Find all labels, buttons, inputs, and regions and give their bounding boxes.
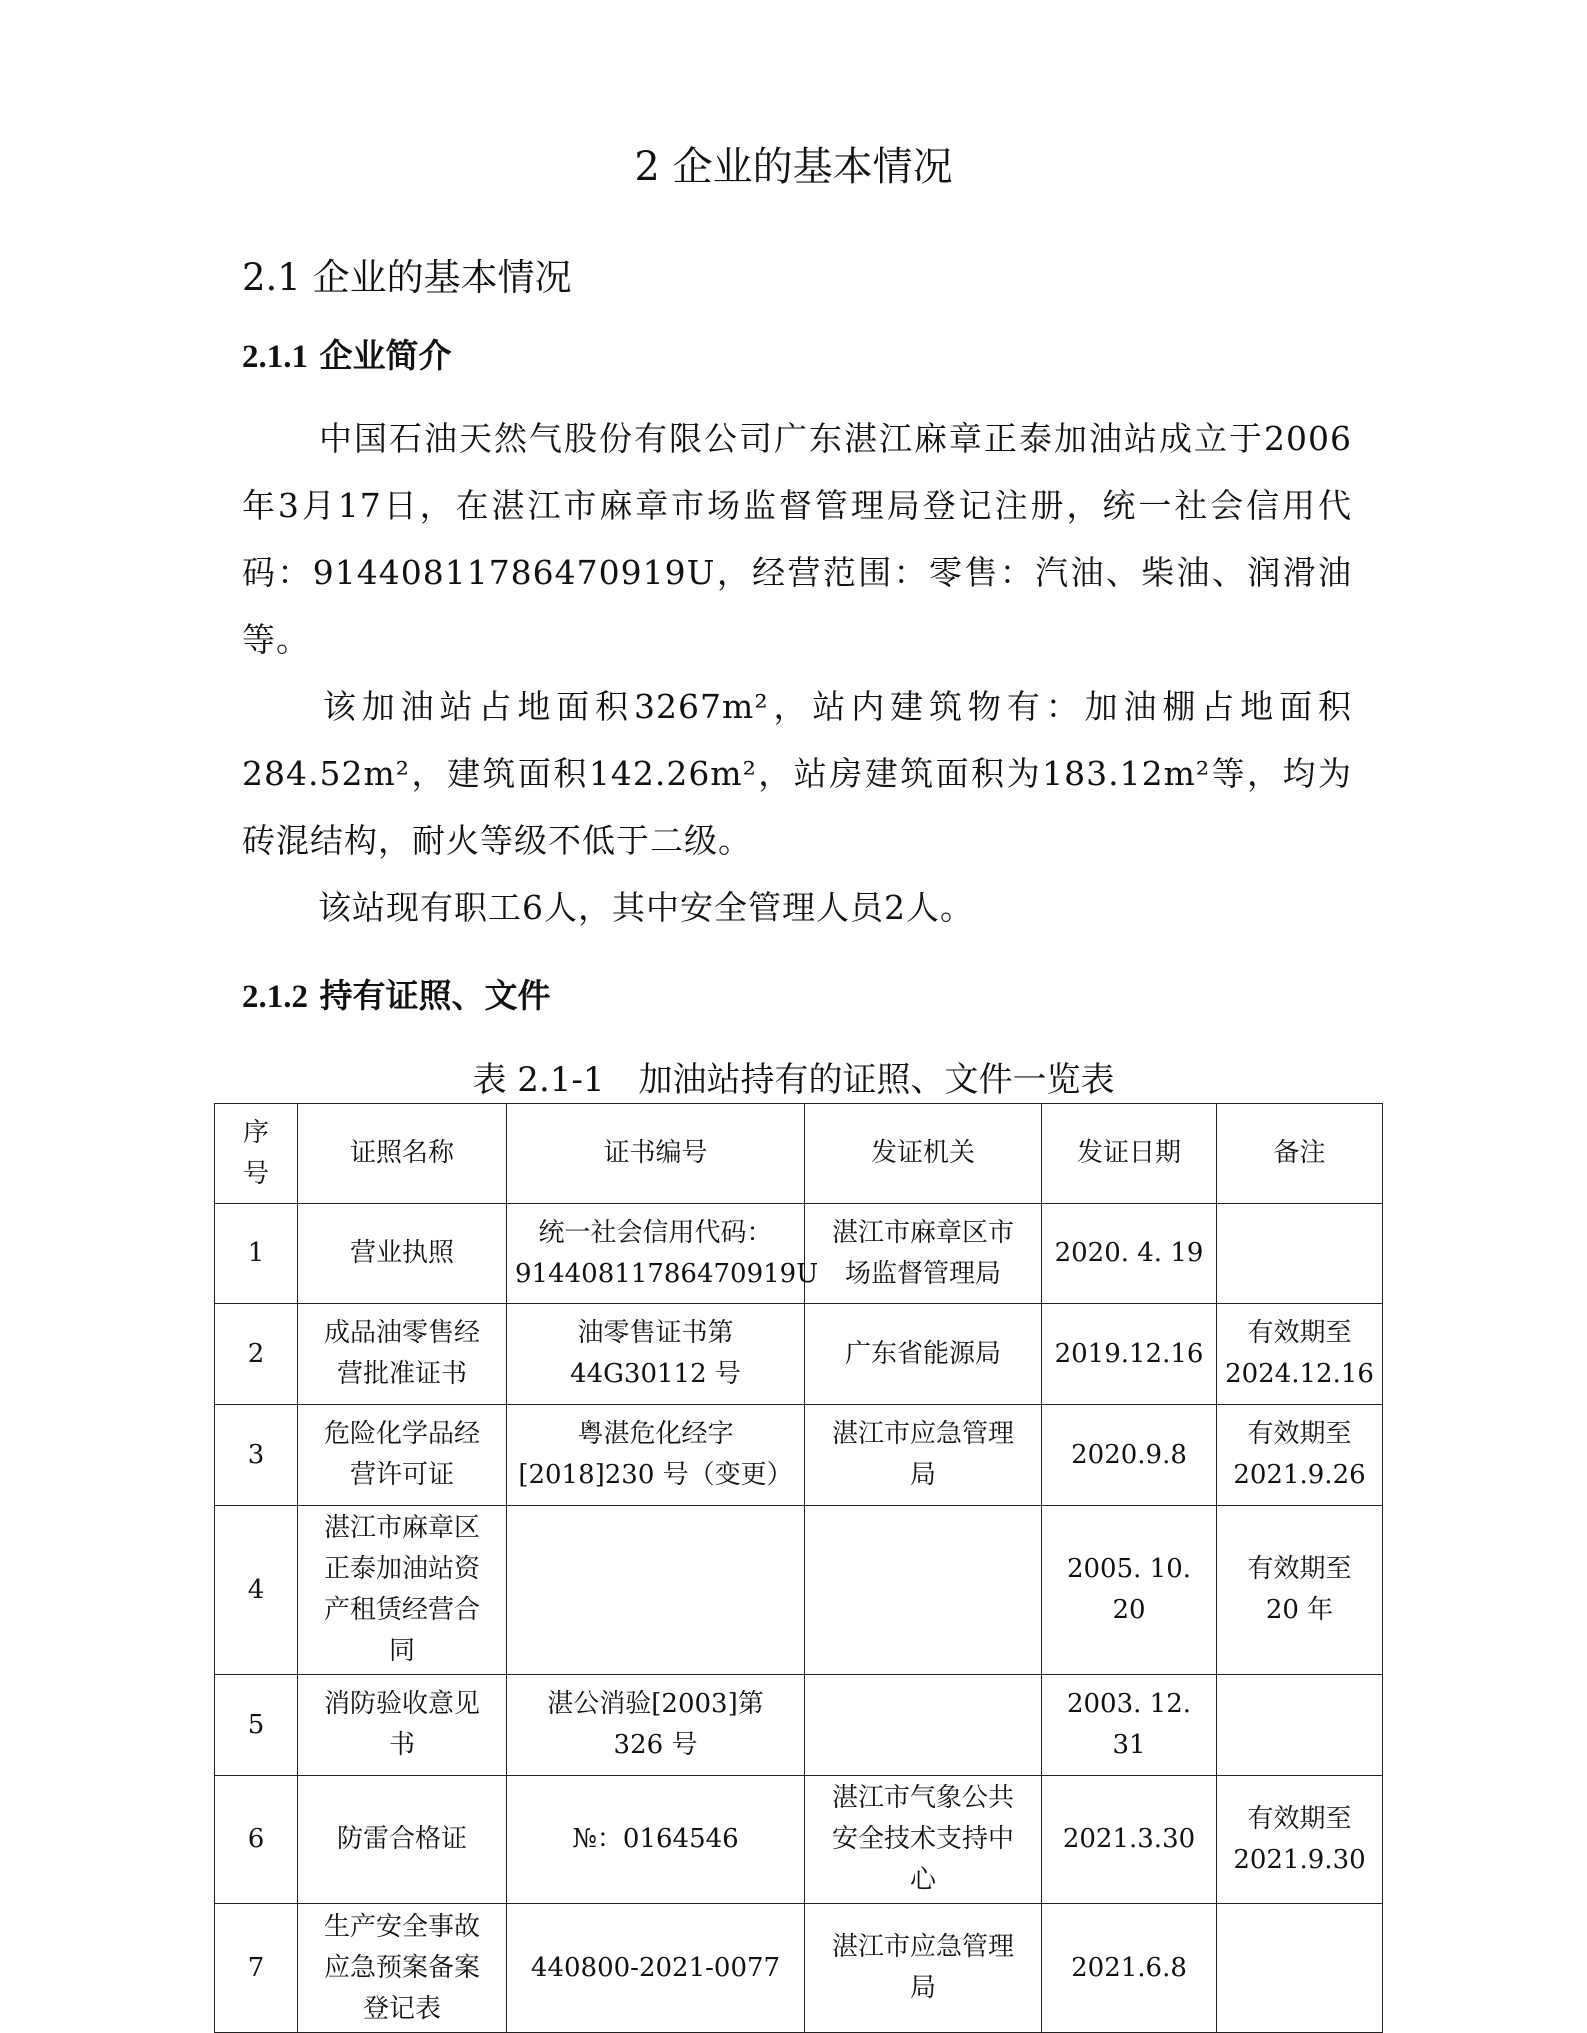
cell-index: 3 xyxy=(215,1405,298,1506)
cell-remark xyxy=(1217,1204,1383,1304)
cell-index: 2 xyxy=(215,1304,298,1405)
section-heading-2-1-1 xyxy=(242,330,452,377)
cell-issuer: 湛江市麻章区市 场监督管理局 xyxy=(805,1204,1042,1304)
section-heading-2-1: 2.1 企业的基本情况 xyxy=(242,256,572,299)
cell-number xyxy=(507,1506,805,1675)
header-cell-issuer: 发证机关 xyxy=(805,1104,1042,1204)
table-row xyxy=(215,1776,1383,1904)
section-number: 2.1.1 xyxy=(242,339,308,375)
cell-issuer: 湛江市应急管理 局 xyxy=(805,1405,1042,1506)
cell-index: 4 xyxy=(215,1506,298,1675)
header-cell-remark: 备注 xyxy=(1217,1104,1383,1204)
cell-name: 危险化学品经 营许可证 xyxy=(298,1405,507,1506)
header-cell-index: 序 号 xyxy=(215,1104,298,1204)
cell-name: 生产安全事故 应急预案备案 登记表 xyxy=(298,1904,507,2033)
cell-issuer xyxy=(805,1675,1042,1776)
header-cell-name: 证照名称 xyxy=(298,1104,507,1204)
cell-name: 成品油零售经 营批准证书 xyxy=(298,1304,507,1405)
cell-number: 统一社会信用代码： 91440811786470919U xyxy=(507,1204,805,1304)
cell-remark: 有效期至 2024.12.16 xyxy=(1217,1304,1383,1405)
paragraph-text: 该加油站占地面积3267m²，站内建筑物有：加油棚占地面积284.52m²，建筑面积142.26m²，站房建筑面积为183.12m²等，均为砖混结构，耐火等级不低于二级。 xyxy=(242,687,1352,860)
cell-index: 1 xyxy=(215,1204,298,1304)
certificates-table xyxy=(214,1103,1383,2033)
cell-name: 营业执照 xyxy=(298,1204,507,1304)
cell-date: 2021.3.30 xyxy=(1042,1776,1217,1904)
table-caption: 表 2.1-1 加油站持有的证照、文件一览表 xyxy=(472,1060,1115,1100)
header-cell-number: 证书编号 xyxy=(507,1104,805,1204)
cell-name: 消防验收意见 书 xyxy=(298,1675,507,1776)
cell-number: 油零售证书第 44G30112 号 xyxy=(507,1304,805,1405)
cell-date: 2003. 12. 31 xyxy=(1042,1675,1217,1776)
cell-remark: 有效期至 20 年 xyxy=(1217,1506,1383,1675)
table-row xyxy=(215,1204,1383,1304)
cell-number: 湛公消验[2003]第 326 号 xyxy=(507,1675,805,1776)
paragraph-site-area xyxy=(242,673,1352,874)
paragraph-company-intro xyxy=(242,405,1352,673)
cell-issuer xyxy=(805,1506,1042,1675)
section-title: 持有证照、文件 xyxy=(319,976,551,1015)
section-title: 企业简介 xyxy=(319,336,452,375)
cell-date: 2019.12.16 xyxy=(1042,1304,1217,1405)
cell-date: 2021.6.8 xyxy=(1042,1904,1217,2033)
cell-issuer: 湛江市应急管理 局 xyxy=(805,1904,1042,2033)
section-number: 2.1.2 xyxy=(242,979,308,1015)
table-header-row xyxy=(215,1104,1383,1204)
cell-remark: 有效期至 2021.9.26 xyxy=(1217,1405,1383,1506)
cell-index: 7 xyxy=(215,1904,298,2033)
table-row xyxy=(215,1304,1383,1405)
cell-remark: 有效期至 2021.9.30 xyxy=(1217,1776,1383,1904)
header-cell-date: 发证日期 xyxy=(1042,1104,1217,1204)
table-row xyxy=(215,1675,1383,1776)
table-row xyxy=(215,1506,1383,1675)
cell-remark xyxy=(1217,1675,1383,1776)
table-row xyxy=(215,1405,1383,1506)
table-row xyxy=(215,1904,1383,2033)
paragraph-text: 中国石油天然气股份有限公司广东湛江麻章正泰加油站成立于2006年3月17日，在湛江市麻章市场监督管理局登记注册，统一社会信用代码：91440811786470919U，经营范围：零售：汽油、柴油、润滑油等。 xyxy=(242,419,1352,659)
cell-issuer: 广东省能源局 xyxy=(805,1304,1042,1405)
cell-date: 2005. 10. 20 xyxy=(1042,1506,1217,1675)
chapter-title: 2 企业的基本情况 xyxy=(634,144,953,190)
section-heading-2-1-2 xyxy=(242,970,551,1017)
cell-date: 2020.9.8 xyxy=(1042,1405,1217,1506)
cell-number: №：0164546 xyxy=(507,1776,805,1904)
paragraph-text: 该站现有职工6人，其中安全管理人员2人。 xyxy=(318,888,974,927)
cell-number: 440800-2021-0077 xyxy=(507,1904,805,2033)
cell-name: 防雷合格证 xyxy=(298,1776,507,1904)
cell-number: 粤湛危化经字 [2018]230 号（变更） xyxy=(507,1405,805,1506)
cell-date: 2020. 4. 19 xyxy=(1042,1204,1217,1304)
cell-name: 湛江市麻章区 正泰加油站资 产租赁经营合 同 xyxy=(298,1506,507,1675)
cell-issuer: 湛江市气象公共 安全技术支持中 心 xyxy=(805,1776,1042,1904)
paragraph-staff xyxy=(242,874,1352,941)
cell-remark xyxy=(1217,1904,1383,2033)
cell-index: 5 xyxy=(215,1675,298,1776)
cell-index: 6 xyxy=(215,1776,298,1904)
